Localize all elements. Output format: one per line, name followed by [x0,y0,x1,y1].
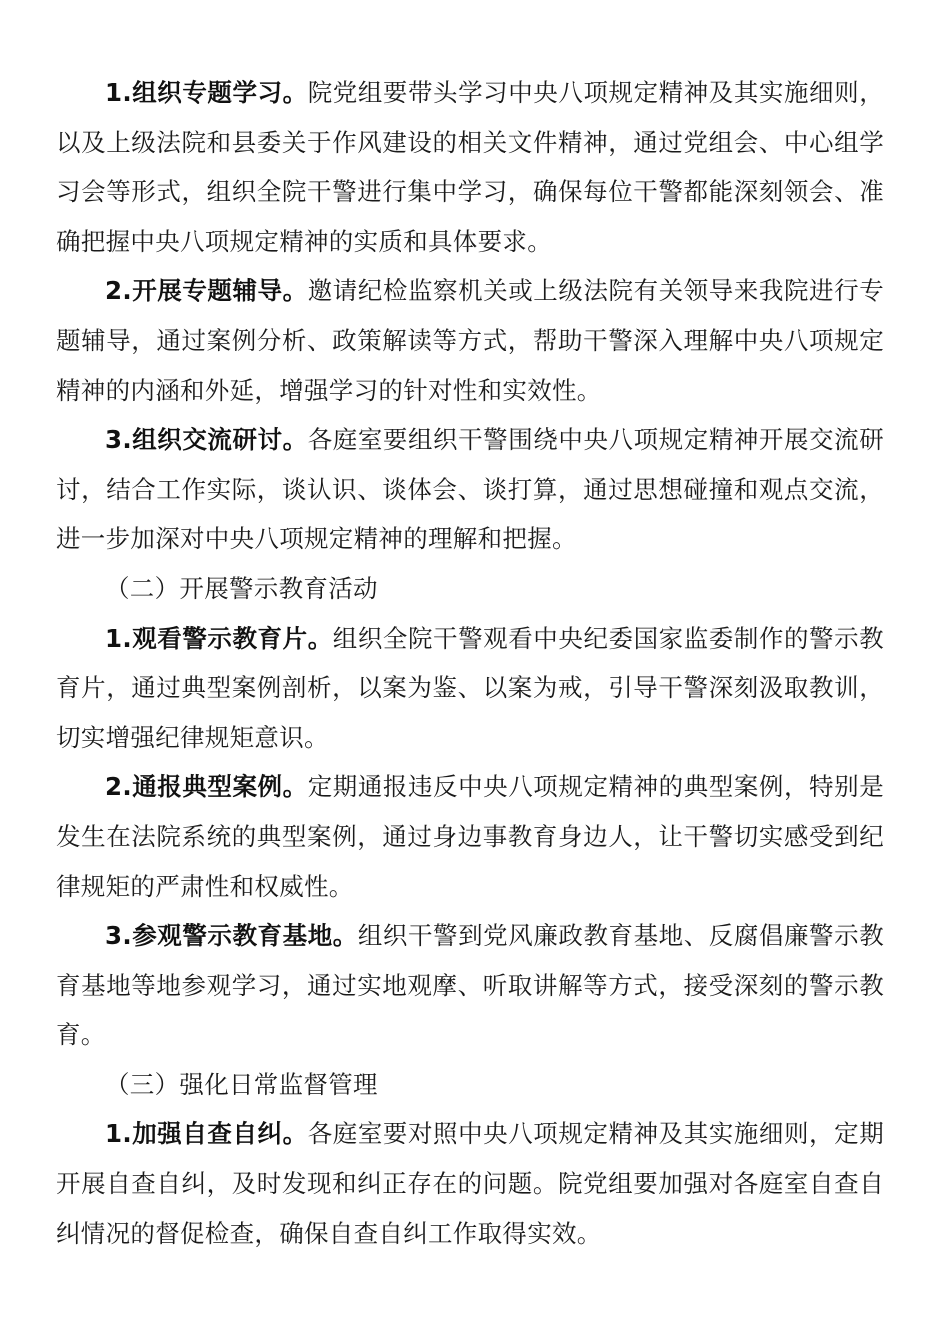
paragraph-watch-film [56,614,884,763]
paragraph-visit-base [56,911,884,1060]
paragraph-report-cases [56,762,884,911]
paragraph-text: 院党组要带头学习中央八项规定精神及其实施细则，以及上级法院和县委关于作风建设的相关文件精神，通过党组会、中心组学习会等形式，组织全院干警进行集中学习，确保每位干警都能深刻领会、准确把握中央八项规定精神的实质和具体要求。 [56,78,884,256]
paragraph-text: 定期通报违反中央八项规定精神的典型案例，特别是发生在法院系统的典型案例，通过身边事教育身边人，让干警切实感受到纪律规矩的严肃性和权威性。 [56,772,884,901]
paragraph-heading: 1.组织专题学习。 [105,78,308,107]
paragraph-text: 各庭室要组织干警围绕中央八项规定精神开展交流研讨，结合工作实际，谈认识、谈体会、谈打算，通过思想碰撞和观点交流，进一步加深对中央八项规定精神的理解和把握。 [56,425,884,554]
paragraph-study [56,68,884,266]
paragraph-text: 组织全院干警观看中央纪委国家监委制作的警示教育片，通过典型案例剖析，以案为鉴、以案为戒，引导干警深刻汲取教训，切实增强纪律规矩意识。 [56,623,884,752]
paragraph-heading: 2.通报典型案例。 [105,772,308,802]
section-heading-warning-education: （二）开展警示教育活动 [105,573,378,603]
paragraph-heading: 1.观看警示教育片。 [105,623,333,653]
paragraph-text: 组织干警到党风廉政教育基地、反腐倡廉警示教育基地等地参观学习，通过实地观摩、听取讲解等方式，接受深刻的警示教育。 [56,921,884,1050]
paragraph-tutoring [56,266,884,415]
paragraph-heading: 3.组织交流研讨。 [105,425,308,455]
paragraph-discussion [56,415,884,564]
paragraph-text: 邀请纪检监察机关或上级法院有关领导来我院进行专题辅导，通过案例分析、政策解读等方式，帮助干警深入理解中央八项规定精神的内涵和外延，增强学习的针对性和实效性。 [56,276,884,405]
document-body [56,68,884,1258]
section-heading-supervision: （三）强化日常监督管理 [105,1069,378,1099]
paragraph-heading: 3.参观警示教育基地。 [105,921,358,951]
paragraph-heading: 2.开展专题辅导。 [105,276,308,306]
paragraph-self-inspection [56,1109,884,1258]
paragraph-heading: 1.加强自查自纠。 [105,1119,308,1149]
paragraph-text: 各庭室要对照中央八项规定精神及其实施细则，定期开展自查自纠，及时发现和纠正存在的问题。院党组要加强对各庭室自查自纠情况的督促检查，确保自查自纠工作取得实效。 [56,1119,884,1248]
